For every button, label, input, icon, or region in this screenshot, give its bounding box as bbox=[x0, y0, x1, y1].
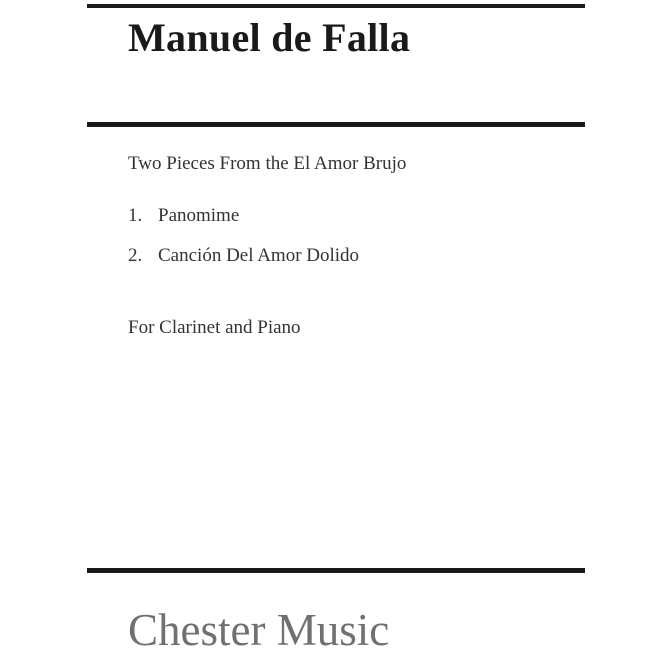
piece-title: Panomime bbox=[158, 205, 240, 226]
composer-name: Manuel de Falla bbox=[128, 15, 411, 60]
publisher-name: Chester Music bbox=[128, 605, 390, 655]
piece-list-item bbox=[128, 246, 359, 265]
instrumentation-line: For Clarinet and Piano bbox=[128, 317, 301, 338]
bottom-divider-rule bbox=[87, 568, 585, 573]
piece-number: 2. bbox=[128, 245, 143, 266]
work-subtitle: Two Pieces From the El Amor Brujo bbox=[128, 153, 407, 174]
piece-number: 1. bbox=[128, 205, 143, 226]
top-divider-rule bbox=[87, 4, 585, 8]
piece-title: Canción Del Amor Dolido bbox=[158, 245, 360, 266]
piece-list-item bbox=[128, 206, 239, 225]
middle-divider-rule bbox=[87, 122, 585, 127]
